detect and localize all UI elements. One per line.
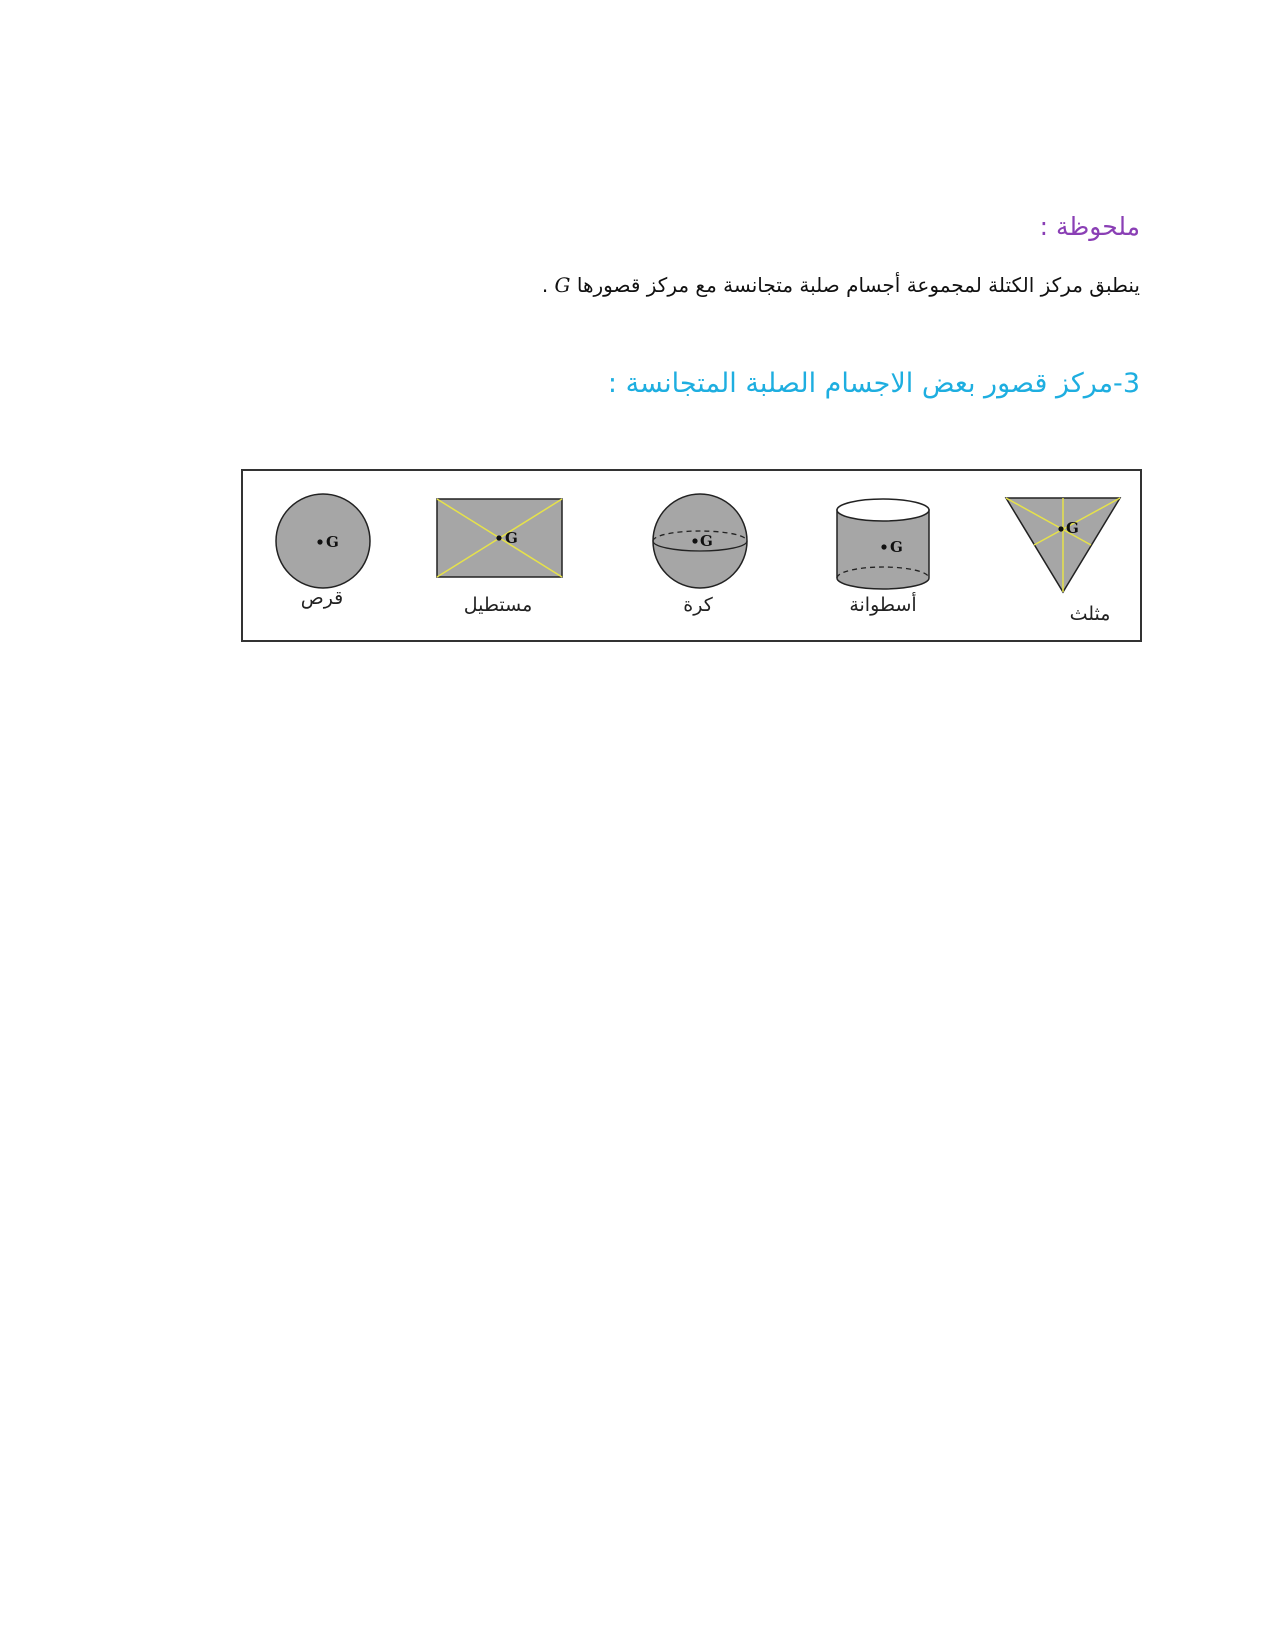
note-paragraph bbox=[542, 273, 1140, 297]
sentence-period: . bbox=[541, 273, 549, 297]
sphere-center-label: G bbox=[700, 532, 713, 550]
cylinder-shape bbox=[837, 499, 929, 589]
sphere-shape bbox=[653, 494, 747, 588]
disc-center-label: G bbox=[326, 533, 339, 551]
triangle-center-label: G bbox=[1066, 519, 1079, 537]
label-sphere: كرة bbox=[683, 594, 713, 616]
label-triangle: مثلث bbox=[1069, 603, 1111, 625]
disc-shape bbox=[276, 494, 370, 588]
label-rectangle: مستطيل bbox=[463, 594, 533, 616]
section-heading: 3-مركز قصور بعض الاجسام الصلبة المتجانسة : bbox=[607, 368, 1140, 399]
triangle-shape bbox=[1006, 498, 1120, 592]
note-body-text: ينطبق مركز الكتلة لمجموعة أجسام صلبة متجانسة مع مركز قصورها bbox=[576, 273, 1140, 297]
label-cylinder: أسطوانة bbox=[849, 594, 917, 616]
note-title: ملحوظة : bbox=[1039, 212, 1140, 241]
shapes-figure bbox=[241, 469, 1142, 642]
center-of-inertia-symbol: G bbox=[554, 273, 571, 297]
cylinder-center-label: G bbox=[890, 538, 903, 556]
label-disc: قرص bbox=[300, 587, 344, 609]
rectangle-center-label: G bbox=[505, 529, 518, 547]
rectangle-shape bbox=[437, 499, 562, 577]
